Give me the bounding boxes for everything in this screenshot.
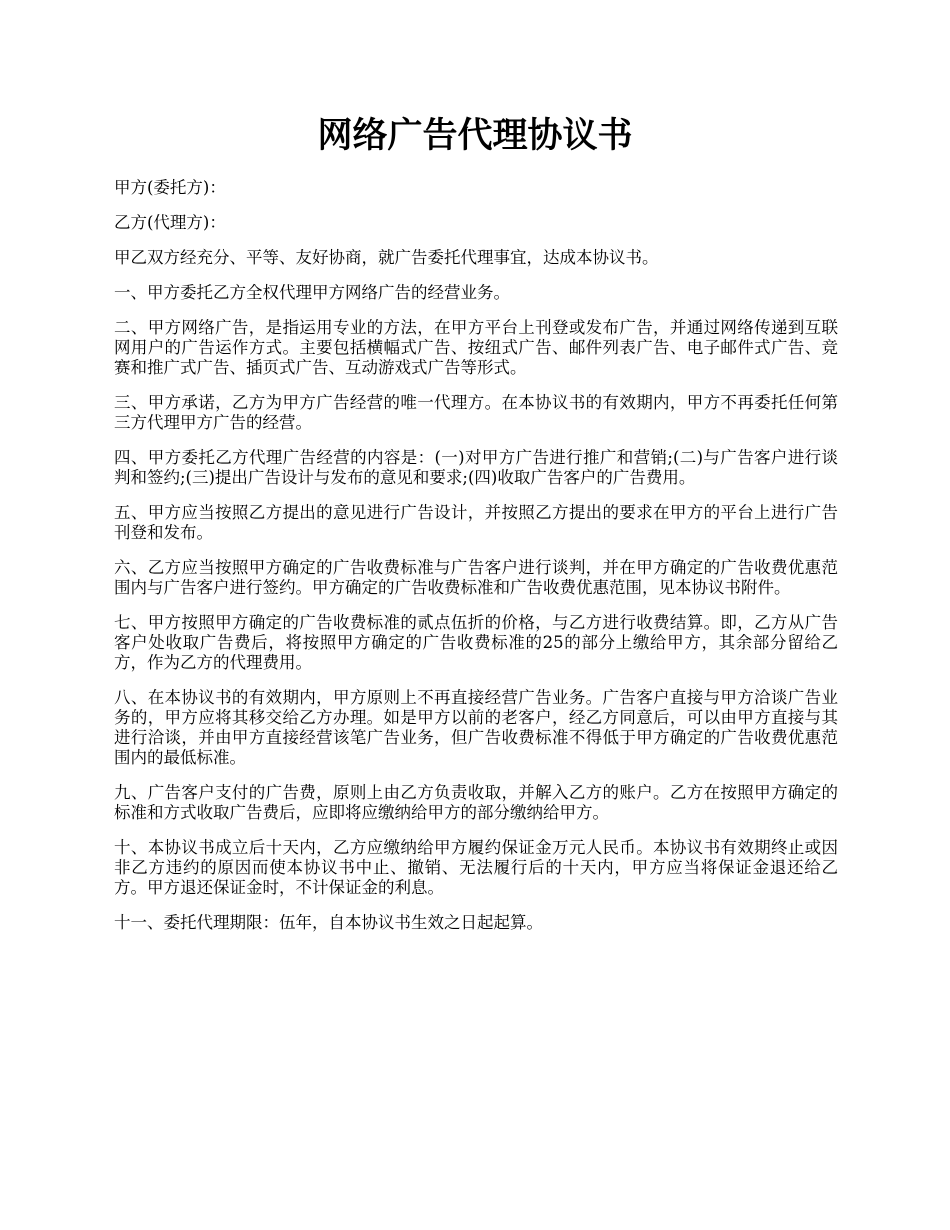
paragraph-party-b: 乙方(代理方)： bbox=[114, 213, 226, 232]
clause-10: 十、本协议书成立后十天内，乙方应缴纳给甲方履约保证金万元人民币。本协议书有效期终止或因非乙方违约的原因而使本协议书中止、撤销、无法履行后的十天内，甲方应当将保证金退还给乙方。甲方退还保证金时，不计保证金的利息。 bbox=[114, 838, 838, 897]
clause-6: 六、乙方应当按照甲方确定的广告收费标准与广告客户进行谈判，并在甲方确定的广告收费优惠范围内与广告客户进行签约。甲方确定的广告收费标准和广告收费优惠范围，见本协议书附件。 bbox=[114, 558, 838, 597]
clause-4: 四、甲方委托乙方代理广告经营的内容是：(一)对甲方广告进行推广和营销;(二)与广告客户进行谈判和签约;(三)提出广告设计与发布的意见和要求;(四)收取广告客户的广告费用。 bbox=[114, 448, 838, 487]
clause-9: 九、广告客户支付的广告费，原则上由乙方负责收取，并解入乙方的账户。乙方在按照甲方确定的标准和方式收取广告费后，应即将应缴纳给甲方的部分缴纳给甲方。 bbox=[114, 783, 838, 822]
paragraph-party-a: 甲方(委托方)： bbox=[114, 178, 226, 197]
clause-5: 五、甲方应当按照乙方提出的意见进行广告设计，并按照乙方提出的要求在甲方的平台上进行广告刊登和发布。 bbox=[114, 503, 838, 542]
paragraph-preamble: 甲乙双方经充分、平等、友好协商，就广告委托代理事宜，达成本协议书。 bbox=[114, 248, 659, 267]
clause-11: 十一、委托代理期限：伍年，自本协议书生效之日起起算。 bbox=[114, 913, 543, 932]
clause-3: 三、甲方承诺，乙方为甲方广告经营的唯一代理方。在本协议书的有效期内，甲方不再委托任何第三方代理甲方广告的经营。 bbox=[114, 393, 838, 432]
clause-7: 七、甲方按照甲方确定的广告收费标准的贰点伍折的价格，与乙方进行收费结算。即，乙方从广告客户处收取广告费后，将按照甲方确定的广告收费标准的25的部分上缴给甲方，其余部分留给乙方，作为乙方的代理费用。 bbox=[114, 613, 838, 672]
clause-2: 二、甲方网络广告，是指运用专业的方法，在甲方平台上刊登或发布广告，并通过网络传递到互联网用户的广告运作方式。主要包括横幅式广告、按纽式广告、邮件列表广告、电子邮件式广告、竞赛和推广式广告、插页式广告、互动游戏式广告等形式。 bbox=[114, 318, 838, 377]
document-title: 网络广告代理协议书 bbox=[317, 116, 633, 156]
document-body bbox=[114, 178, 838, 948]
clause-8: 八、在本协议书的有效期内，甲方原则上不再直接经营广告业务。广告客户直接与甲方洽谈广告业务的，甲方应将其移交给乙方办理。如是甲方以前的老客户，经乙方同意后，可以由甲方直接与其进行洽谈，并由甲方直接经营该笔广告业务，但广告收费标准不得低于甲方确定的广告收费优惠范围内的最低标准。 bbox=[114, 688, 838, 767]
clause-1: 一、甲方委托乙方全权代理甲方网络广告的经营业务。 bbox=[114, 283, 510, 302]
